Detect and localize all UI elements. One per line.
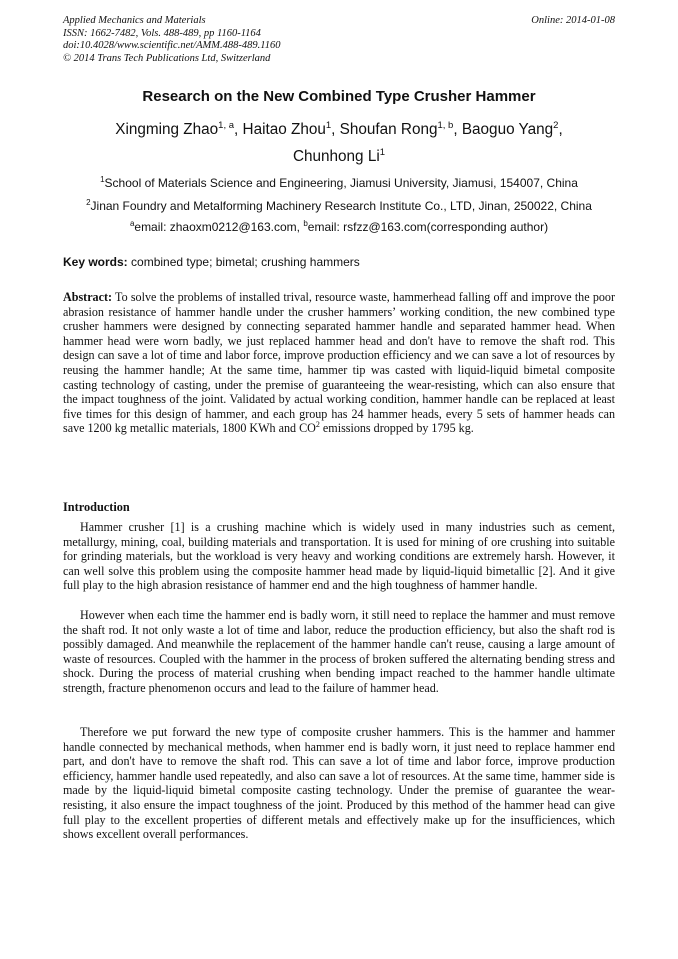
keywords [63, 255, 615, 270]
affiliation-2 [63, 199, 615, 214]
author-superscript: 2 [553, 119, 559, 131]
email-marker: a [129, 219, 135, 228]
author-name: Xingming Zhao [115, 121, 219, 138]
affiliation-text: School of Materials Science and Engineering, Jiamusi University, Jiamusi, 154007, China [104, 176, 578, 190]
copyright-line: © 2014 Trans Tech Publications Ltd, Switzerland [63, 52, 271, 64]
author-separator: , [453, 121, 462, 138]
body-paragraph: Hammer crusher [1] is a crushing machine which is widely used in many industries such as cement, metallurgy, mining, coal, building materials and transportation. It is used for mining of ore crushing into suitable for grinding materials, but the workload is very heavy and working conditions are extremely harsh. However, it can well solve this problem using the composite hammer head made by liquid-liquid bimetallic [2]. And it give full play to the high abrasion resistance of hammer end and the high toughness of hammer handle. [63, 520, 615, 593]
keywords-label: Key words: [63, 255, 128, 269]
author-name: Shoufan Rong [339, 121, 438, 138]
author-separator: , [331, 121, 340, 138]
journal-name: Applied Mechanics and Materials [63, 15, 206, 26]
body-paragraph: Therefore we put forward the new type of composite crusher hammers. This is the hammer and hammer handle connected by mechanical methods, when hammer end is badly worn, it just need to replace hammer end part, and don't have to remove the shaft rod. This can save a lot of time and labor force, improve production efficiency, hammer handle used repeatedly, and also can save a lot of resources. At the same time, hammer side is made by the liquid-liquid bimetal composite casting technology. Under the premise of guarantee the wear-resisting, it also ensure the impact toughness of the joint. Produced by this method of the hammer head can give full play to the excellent properties of different metals and effectively make up for the insufficiences, which shows excellent overall performances. [63, 725, 615, 842]
email-text: email: zhaoxm0212@163.com, [134, 220, 304, 234]
email-text: email: rsfzz@163.com(corresponding author) [307, 220, 549, 234]
issn-line: ISSN: 1662-7482, Vols. 488-489, pp 1160-1164 [63, 27, 261, 39]
author-separator: , [234, 121, 243, 138]
affiliation-text: Jinan Foundry and Metalforming Machinery Research Institute Co., LTD, Jinan, 250022, China [90, 199, 592, 213]
email-marker: b [303, 219, 308, 228]
email-line [63, 220, 615, 235]
abstract-superscript: 2 [315, 420, 320, 430]
body-paragraph: However when each time the hammer end is badly worn, it still need to replace the hammer and must remove the shaft rod. It not only waste a lot of time and labor, reduce the production efficiency, but also the shaft rod is possibly damaged. And meanwhile the replacement of the hammer handle can't reuse, causing a large amount of waste of resources. Coupled with the hammer in the process of broken suffered the alternating bending stress and shock. During the process of material crushing when bending impact reached to the hammer handle ultimate strength, fracture phenomenon occurs and lead to the failure of hammer head. [63, 608, 615, 695]
author-name: Baoguo Yang [461, 121, 554, 138]
paper-title: Research on the New Combined Type Crusher Hammer [142, 88, 536, 105]
author-list [63, 116, 615, 170]
abstract-text-end: emissions dropped by 1795 kg. [319, 421, 474, 436]
author-superscript: 1 [325, 119, 332, 131]
section-heading: Introduction [63, 500, 130, 514]
author-superscript: 1, a [218, 119, 235, 131]
doi-line: doi:10.4028/www.scientific.net/AMM.488-489.1160 [63, 40, 281, 51]
author-superscript: 1 [379, 146, 386, 158]
abstract-label: Abstract: [63, 290, 113, 304]
affiliation-marker: 1 [100, 175, 105, 184]
abstract-text: To solve the problems of installed trival, resource waste, hammerhead falling off and improve the poor abrasion resistance of hammer handle under the crusher hammers’ working condition, the new combined type crusher hammers were designed by connecting separated hammer handle and separated hammer head. When hammer head were worn badly, we just replaced hammer head and don't have to remove the shaft rod. This design can save a lot of time and labor force, improve production efficiency and we can save a lot of resources by reusing the hammer handle; At the same time, hammer tip was casted with liquid-liquid bimetal composite casting technology of casting, under the premise of guaranteeing the wear-resisting, which can also ensure that the impact toughness of the joint. Validated by actual working condition, hammer handle can be replaced at least five times for this design of hammer, and each group has 24 hammer heads, every 5 sets of hammer heads can save 1200 kg metallic materials, 1800 KWh and CO [63, 290, 615, 436]
online-date: Online: 2014-01-08 [531, 15, 615, 26]
keywords-text: combined type; bimetal; crushing hammers [127, 255, 360, 269]
author-name: Chunhong Li [292, 148, 380, 165]
journal-header [63, 15, 615, 65]
author-superscript: 1, b [437, 119, 454, 131]
author-name: Haitao Zhou [242, 121, 326, 138]
abstract [63, 290, 615, 436]
affiliation-1 [63, 176, 615, 191]
affiliation-marker: 2 [86, 198, 91, 207]
author-separator: , [558, 121, 563, 138]
